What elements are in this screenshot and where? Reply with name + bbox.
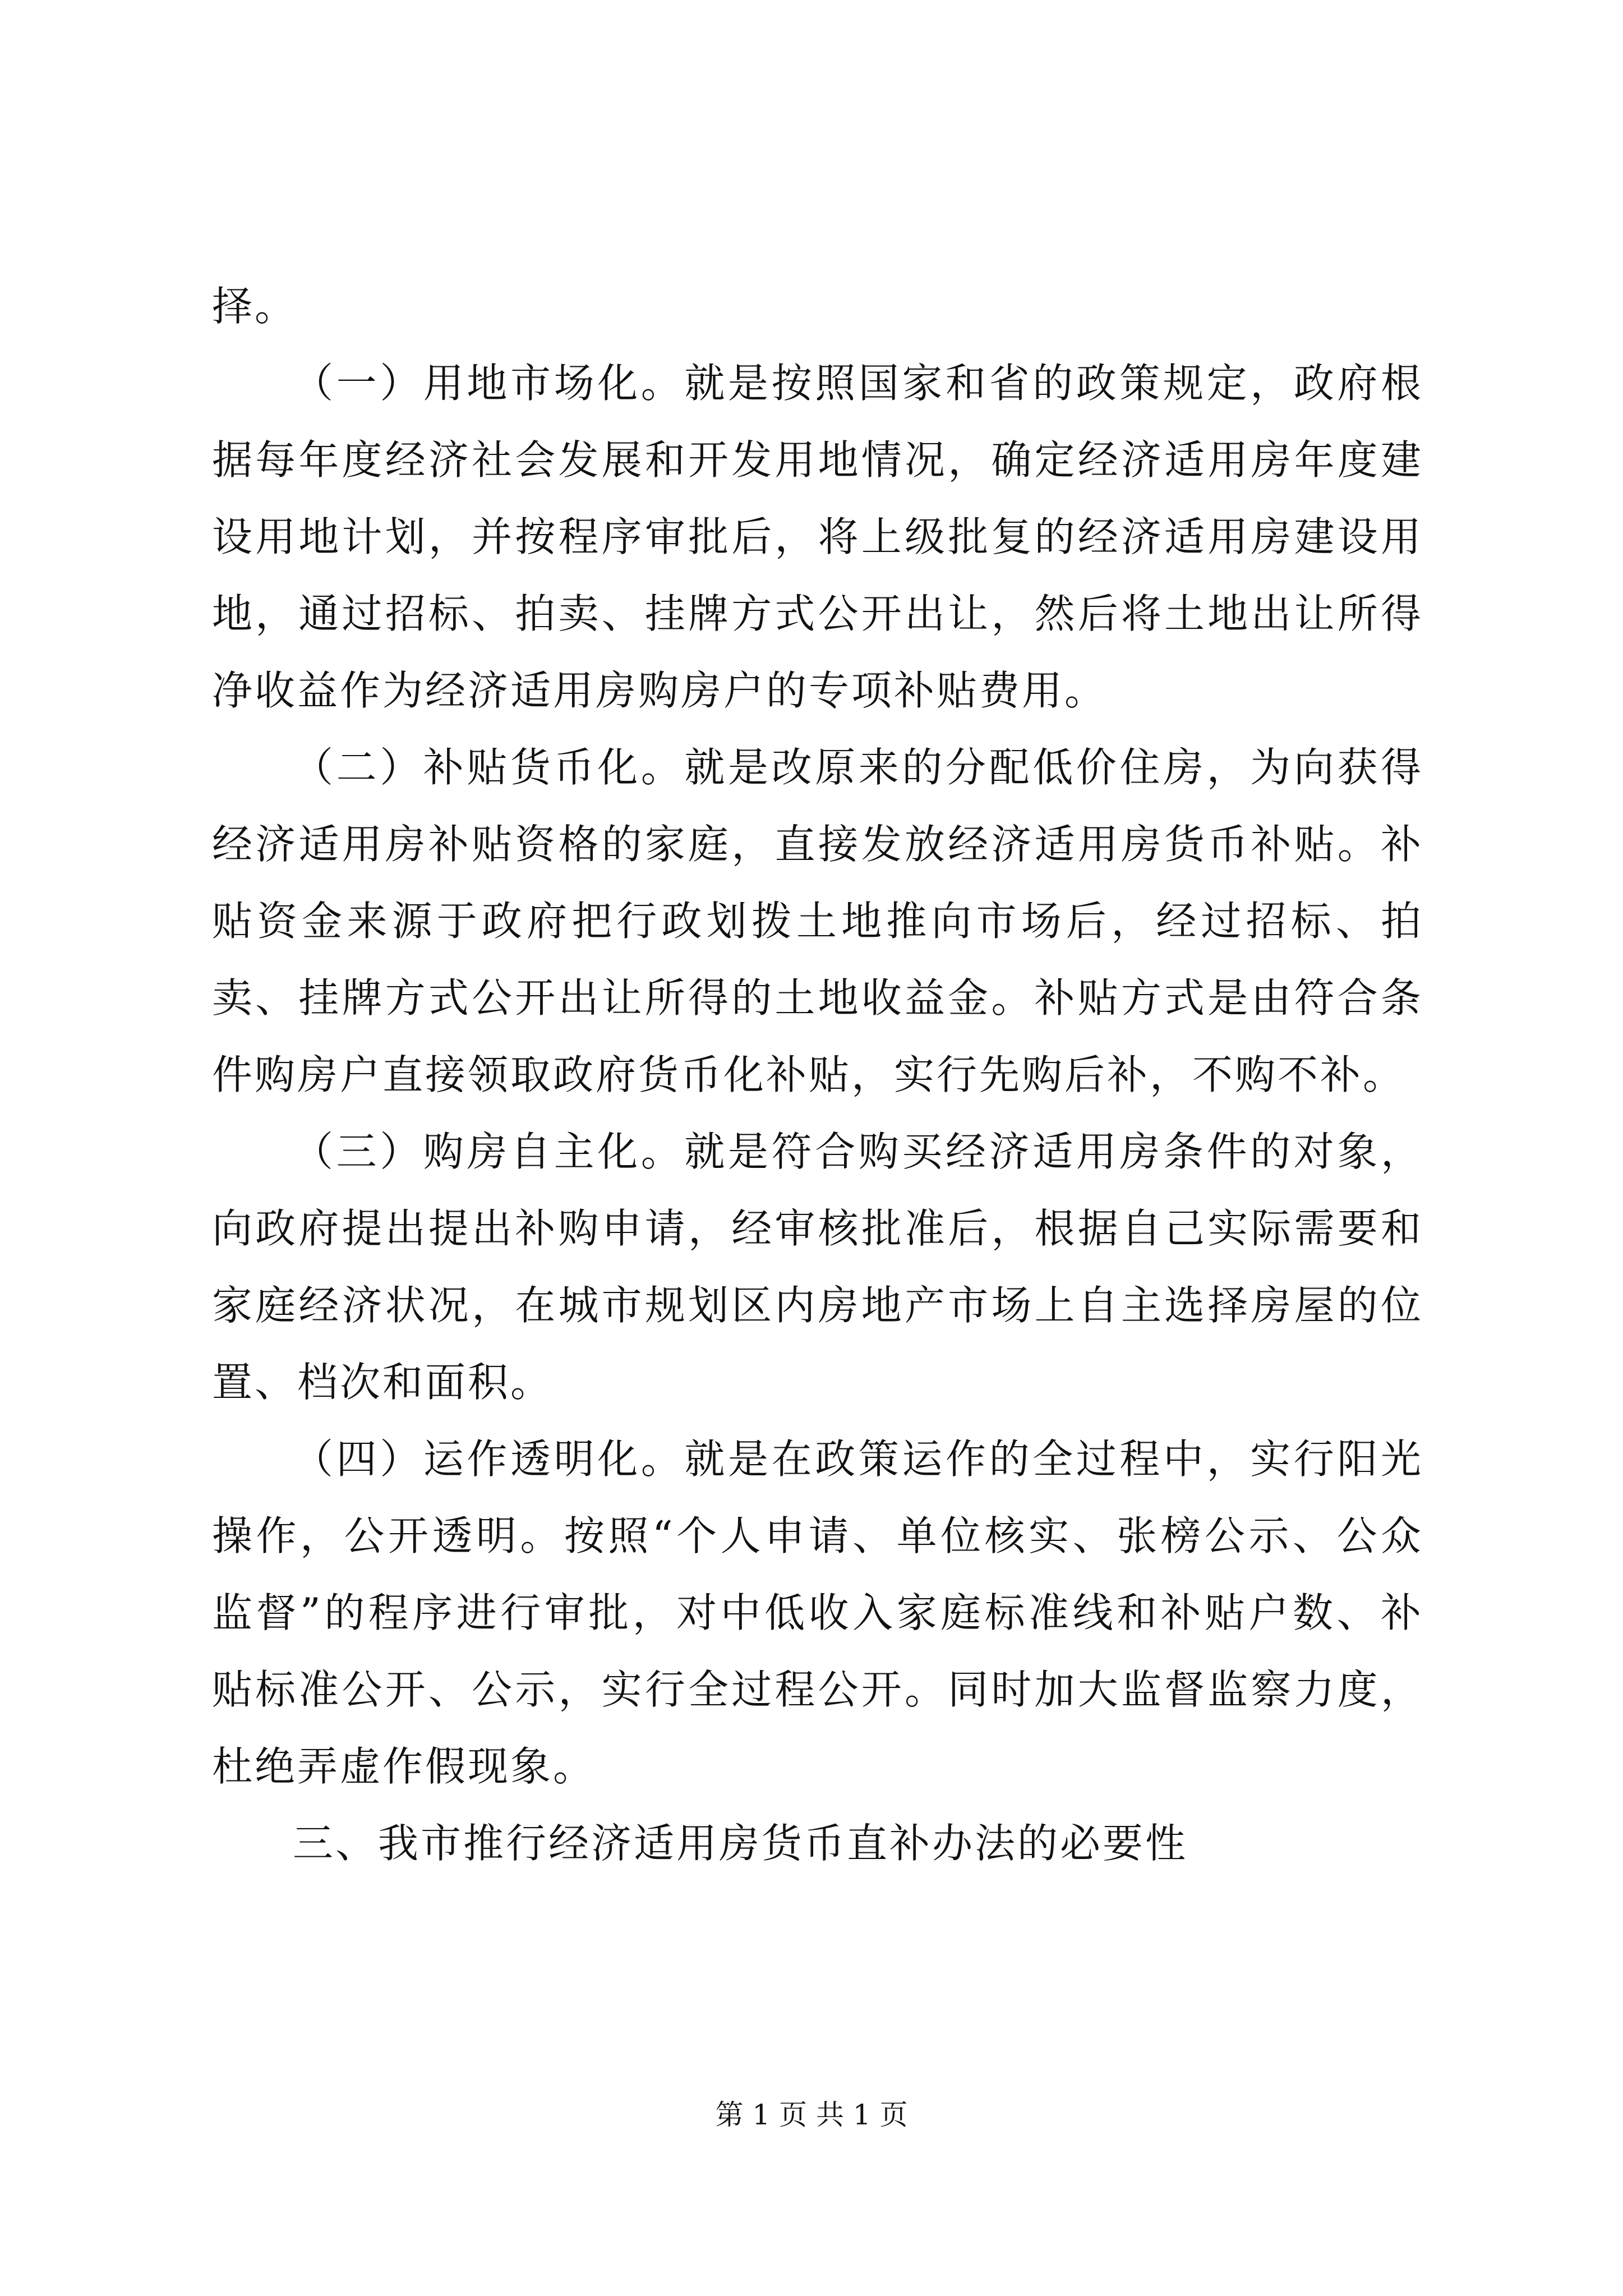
page-footer: 第 1 页 共 1 页 bbox=[715, 2099, 908, 2131]
paragraph-operation-transparency: （四）运作透明化。就是在政策运作的全过程中，实行阳光操作，公开透明。按照“个人申请、单位核实、张榜公示、公众监督”的程序进行审批，对中低收入家庭标准线和补贴户数、补贴标准公开、公示，实行全过程公开。同时加大监督监察力度，杜绝弄虚作假现象。 bbox=[212, 1435, 1423, 1790]
paragraph-land-marketization: （一）用地市场化。就是按照国家和省的政策规定，政府根据每年度经济社会发展和开发用地情况，确定经济适用房年度建设用地计划，并按程序审批后，将上级批复的经济适用房建设用地，通过招标、拍卖、挂牌方式公开出让，然后将土地出让所得净收益作为经济适用房购房户的专项补贴费用。 bbox=[212, 360, 1423, 714]
paragraph-subsidy-monetization: （二）补贴货币化。就是改原来的分配低价住房，为向获得经济适用房补贴资格的家庭，直接发放经济适用房货币补贴。补贴资金来源于政府把行政划拨土地推向市场后，经过招标、拍卖、挂牌方式公开出让所得的土地收益金。补贴方式是由符合条件购房户直接领取政府货币化补贴，实行先购后补，不购不补。 bbox=[212, 744, 1423, 1098]
paragraph-purchase-autonomy: （三）购房自主化。就是符合购买经济适用房条件的对象，向政府提出提出补购申请，经审核批准后，根据自己实际需要和家庭经济状况，在城市规划区内房地产市场上自主选择房屋的位置、档次和面积。 bbox=[212, 1128, 1423, 1406]
paragraph-continuation: 择。 bbox=[212, 283, 298, 330]
section-heading-necessity: 三、我市推行经济适用房货币直补办法的必要性 bbox=[293, 1820, 1188, 1867]
document-body bbox=[212, 268, 1423, 1882]
